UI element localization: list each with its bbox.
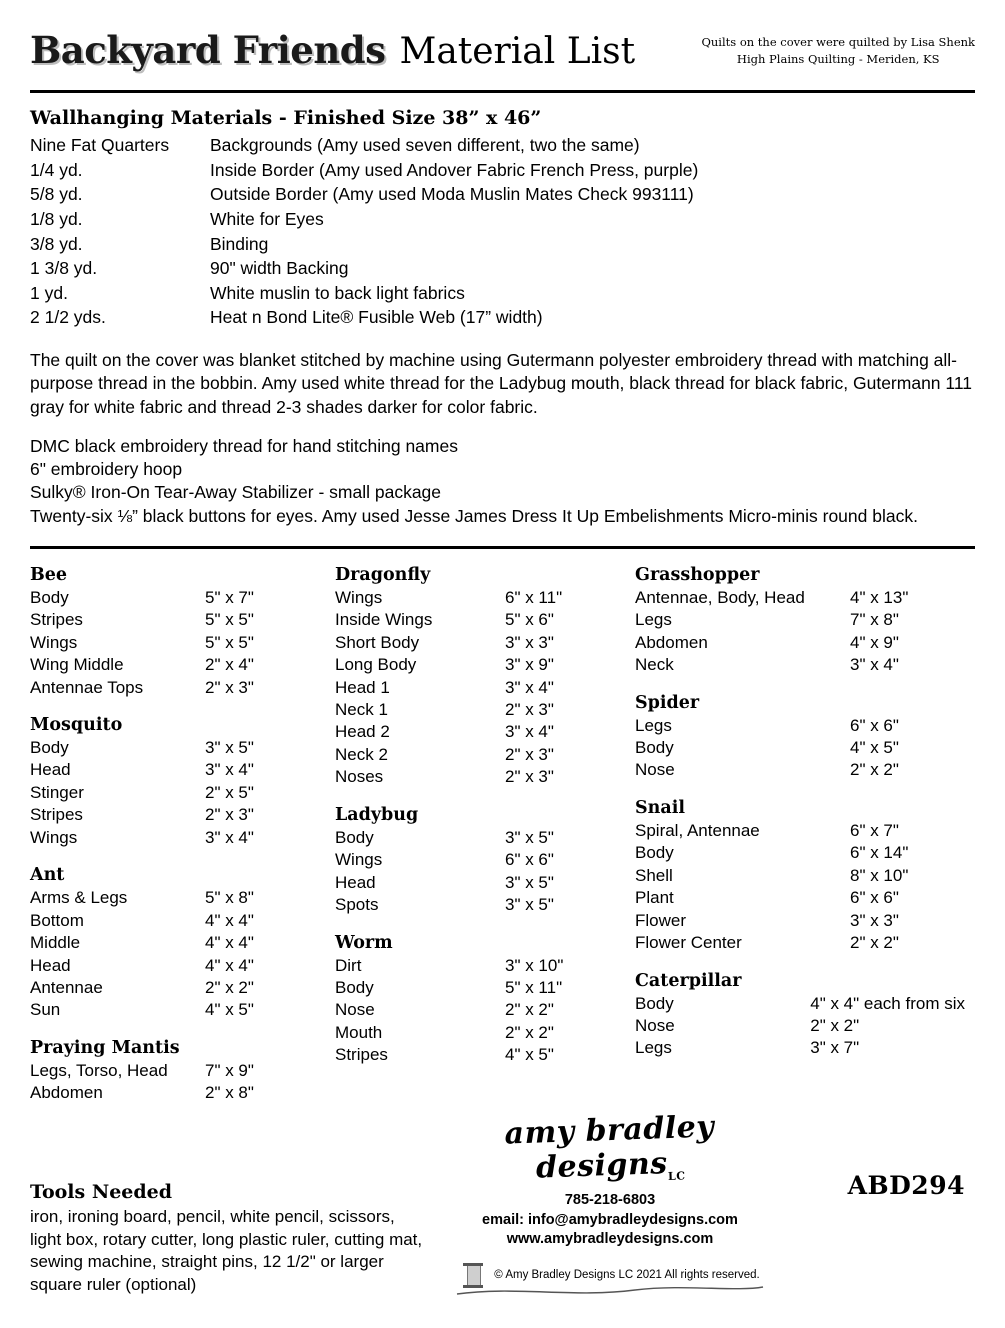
part-size: 2" x 3"	[505, 744, 554, 764]
material-desc: 90" width Backing	[210, 258, 349, 279]
quilting-credit	[701, 34, 975, 67]
pattern-code: ABD294	[847, 1171, 965, 1200]
part-size: 3" x 4"	[850, 655, 899, 675]
part-row	[335, 744, 562, 766]
wallhanging-heading: Wallhanging Materials - Finished Size 38” x 46”	[30, 107, 542, 129]
part-size: 4" x 4" each from six	[810, 993, 965, 1013]
parts-group-bee	[30, 565, 335, 699]
part-name: Stinger	[30, 782, 84, 802]
part-row	[335, 1044, 563, 1066]
part-row	[30, 887, 254, 909]
part-row	[635, 1037, 965, 1059]
part-name: Legs	[635, 610, 672, 630]
material-desc: White for Eyes	[210, 208, 324, 229]
material-desc: White muslin to back light fabrics	[210, 282, 465, 303]
part-name: Body	[30, 738, 69, 758]
material-list-page	[0, 28, 1005, 1328]
tools-text: iron, ironing board, pencil, white pencil, scissors, light box, rotary cutter, long plastic ruler, cutting mat, sewing machine, straight pins, 12 1/2" or larger square ruler (optional)	[30, 1207, 423, 1294]
part-name: Head 2	[335, 722, 390, 742]
group-title: Bee	[30, 564, 68, 585]
part-size: 6" x 11"	[505, 587, 563, 607]
part-name: Body	[635, 738, 674, 758]
part-name: Inside Wings	[335, 610, 433, 630]
header-divider	[30, 90, 975, 93]
part-size: 5" x 8"	[205, 888, 254, 908]
wallhanging-section	[30, 107, 975, 528]
supply-note-line: Twenty-six ⅛” black buttons for eyes. Amy used Jesse James Dress It Up Embelishments Micro-minis round black.	[30, 505, 918, 526]
part-name: Wings	[335, 587, 383, 607]
part-size: 3" x 5"	[205, 738, 254, 758]
part-name: Wings	[335, 850, 383, 870]
part-name: Flower	[635, 910, 687, 930]
part-row	[30, 999, 254, 1021]
part-name: Body	[635, 843, 674, 863]
material-qty: 2 1/2 yds.	[30, 307, 106, 328]
part-row	[635, 865, 908, 887]
part-size: 2" x 4"	[205, 655, 254, 675]
brand-website: www.amybradleydesigns.com	[506, 1231, 714, 1248]
part-size: 2" x 3"	[205, 677, 254, 697]
parts-group-mosquito	[30, 715, 335, 849]
parts-group-spider	[635, 693, 965, 782]
part-row	[635, 632, 908, 654]
part-size: 4" x 13"	[850, 587, 909, 607]
part-name: Body	[635, 993, 674, 1013]
part-size: 6" x 6"	[850, 888, 899, 908]
part-size: 3" x 5"	[505, 895, 554, 915]
part-row	[30, 587, 254, 609]
credit-line-2: High Plains Quilting - Meriden, KS	[736, 51, 940, 66]
part-size: 8" x 10"	[850, 865, 909, 885]
material-desc: Outside Border (Amy used Moda Muslin Mates Check 993111)	[210, 184, 694, 205]
part-name: Body	[335, 827, 374, 847]
part-row	[30, 677, 254, 699]
parts-group-worm	[335, 933, 635, 1067]
brand-phone: 785-218-6803	[564, 1192, 656, 1209]
group-title: Spider	[635, 692, 700, 713]
part-row	[30, 910, 254, 932]
part-row	[335, 999, 563, 1021]
part-size: 2" x 3"	[205, 805, 254, 825]
part-size: 2" x 2"	[850, 760, 899, 780]
material-qty: 1 yd.	[30, 282, 68, 303]
part-size: 3" x 3"	[505, 632, 554, 652]
part-name: Body	[335, 977, 374, 997]
supply-notes-list	[30, 435, 975, 528]
material-qty: 5/8 yd.	[30, 184, 83, 205]
part-size: 5" x 6"	[505, 610, 554, 630]
part-row	[335, 894, 554, 916]
table-row	[30, 306, 698, 331]
part-name: Head	[30, 955, 71, 975]
part-row	[30, 737, 254, 759]
part-row	[335, 632, 562, 654]
part-size: 4" x 9"	[850, 632, 899, 652]
part-name: Stripes	[335, 1045, 388, 1065]
part-size: 5" x 5"	[205, 632, 254, 652]
parts-group-praying-mantis	[30, 1038, 335, 1105]
parts-group-snail	[635, 798, 965, 955]
credit-line-1: Quilts on the cover were quilted by Lisa Shenk	[701, 35, 975, 49]
part-size: 2" x 2"	[810, 1015, 860, 1035]
part-size: 4" x 4"	[205, 955, 254, 975]
part-size: 3" x 4"	[505, 677, 554, 697]
parts-group-ant	[30, 865, 335, 1022]
part-row	[30, 932, 254, 954]
part-size: 3" x 5"	[505, 872, 554, 892]
part-size: 3" x 9"	[505, 655, 554, 675]
part-size: 3" x 5"	[505, 827, 554, 847]
part-size: 7" x 8"	[850, 610, 899, 630]
parts-group-dragonfly	[335, 565, 635, 789]
part-row	[30, 827, 254, 849]
part-size: 3" x 4"	[505, 722, 554, 742]
table-row	[30, 257, 698, 282]
part-row	[335, 654, 562, 676]
supply-note-line: Sulky® Iron-On Tear-Away Stabilizer - small package	[30, 482, 442, 503]
part-name: Dirt	[335, 955, 362, 975]
part-row	[335, 699, 562, 721]
page-footer	[0, 1109, 1005, 1328]
brand-block	[440, 1109, 780, 1290]
parts-group-caterpillar	[635, 971, 965, 1060]
part-size: 4" x 4"	[205, 933, 254, 953]
part-row	[635, 654, 908, 676]
group-title: Ladybug	[335, 804, 419, 825]
part-size: 3" x 3"	[850, 910, 899, 930]
part-name: Antennae, Body, Head	[635, 587, 805, 607]
brand-logo-text: amy bradley designs	[503, 1109, 715, 1186]
part-size: 7" x 9"	[205, 1060, 254, 1080]
part-row	[30, 955, 254, 977]
part-row	[635, 993, 965, 1015]
part-row	[335, 609, 562, 631]
part-name: Noses	[335, 767, 384, 787]
page-header	[30, 28, 975, 84]
part-row	[335, 721, 562, 743]
part-name: Abdomen	[30, 1083, 103, 1103]
part-row	[30, 609, 254, 631]
part-row	[635, 932, 908, 954]
parts-column-2	[335, 565, 635, 1121]
part-row	[635, 842, 908, 864]
part-name: Antennae	[30, 977, 103, 997]
part-row	[335, 827, 554, 849]
brand-email: email: info@amybradleydesigns.com	[482, 1211, 738, 1228]
part-name: Stripes	[30, 805, 83, 825]
part-row	[635, 887, 908, 909]
table-row	[30, 134, 698, 159]
part-row	[335, 977, 563, 999]
part-size: 6" x 7"	[850, 820, 899, 840]
part-row	[635, 1015, 965, 1037]
material-qty: 1/4 yd.	[30, 159, 83, 180]
part-size: 2" x 5"	[205, 782, 254, 802]
part-name: Body	[30, 587, 69, 607]
group-title: Snail	[635, 797, 685, 818]
part-size: 2" x 2"	[505, 1000, 554, 1020]
part-row	[635, 715, 899, 737]
part-size: 5" x 5"	[205, 610, 254, 630]
part-size: 4" x 5"	[850, 738, 899, 758]
parts-group-ladybug	[335, 805, 635, 917]
part-name: Antennae Tops	[30, 677, 144, 697]
thread-notes-paragraph: The quilt on the cover was blanket stitched by machine using Gutermann polyester embroidery thread with matching all-purpose thread in the bobbin. Amy used white thread for the Ladybug mouth, black thread for black fabric, Gutermann 111 gray for white fabric and thread 2-3 shades darker for color fabric.	[30, 350, 973, 417]
part-size: 2" x 8"	[205, 1083, 254, 1103]
materials-table	[30, 134, 698, 331]
material-qty: 1 3/8 yd.	[30, 258, 98, 279]
part-row	[30, 977, 254, 999]
part-row	[635, 737, 899, 759]
part-name: Spots	[335, 895, 379, 915]
part-row	[635, 609, 908, 631]
part-row	[30, 1060, 254, 1082]
part-row	[30, 782, 254, 804]
part-row	[635, 820, 908, 842]
part-name: Neck 2	[335, 744, 388, 764]
part-name: Legs, Torso, Head	[30, 1060, 168, 1080]
group-title: Grasshopper	[635, 564, 760, 585]
part-row	[335, 849, 554, 871]
material-desc: Heat n Bond Lite® Fusible Web (17” width)	[210, 307, 543, 328]
part-name: Mouth	[335, 1022, 383, 1042]
part-size: 6" x 14"	[850, 843, 909, 863]
part-name: Nose	[635, 1015, 675, 1035]
table-row	[30, 159, 698, 184]
group-title: Dragonfly	[335, 564, 431, 585]
material-desc: Binding	[210, 233, 269, 254]
part-name: Neck	[635, 655, 674, 675]
part-row	[635, 759, 899, 781]
table-row	[30, 282, 698, 307]
supply-note-line: DMC black embroidery thread for hand stitching names	[30, 435, 458, 456]
table-row	[30, 183, 698, 208]
part-name: Shell	[635, 865, 673, 885]
brand-contact	[440, 1191, 780, 1250]
part-name: Arms & Legs	[30, 888, 128, 908]
part-name: Spiral, Antennae	[635, 820, 760, 840]
brand-logo-mark: LC	[667, 1169, 686, 1184]
group-title: Ant	[30, 865, 65, 886]
brand-logo	[439, 1107, 781, 1191]
part-row	[30, 654, 254, 676]
group-title: Praying Mantis	[30, 1037, 180, 1058]
part-name: Stripes	[30, 610, 83, 630]
part-size: 2" x 3"	[505, 767, 554, 787]
part-row	[335, 677, 562, 699]
part-name: Nose	[635, 760, 675, 780]
part-row	[30, 1082, 254, 1104]
part-name: Nose	[335, 1000, 375, 1020]
material-qty: 3/8 yd.	[30, 233, 83, 254]
part-size: 2" x 2"	[850, 933, 899, 953]
part-name: Neck 1	[335, 700, 388, 720]
part-size: 5" x 7"	[205, 587, 254, 607]
part-name: Legs	[635, 1038, 672, 1058]
part-row	[335, 872, 554, 894]
part-row	[30, 759, 254, 781]
part-name: Head	[30, 760, 71, 780]
material-desc: Backgrounds (Amy used seven different, two the same)	[210, 135, 640, 155]
part-name: Middle	[30, 933, 81, 953]
section-divider	[30, 546, 975, 549]
table-row	[30, 233, 698, 258]
part-size: 4" x 5"	[205, 1000, 254, 1020]
parts-column-1	[30, 565, 335, 1121]
part-row	[335, 1022, 563, 1044]
supply-note-line: 6" embroidery hoop	[30, 459, 183, 480]
part-row	[335, 955, 563, 977]
part-size: 4" x 4"	[205, 910, 254, 930]
copyright-text: © Amy Bradley Designs LC 2021 All rights reserved.	[494, 1269, 760, 1281]
part-row	[335, 766, 562, 788]
part-row	[30, 804, 254, 826]
appliqué-parts-columns	[30, 565, 975, 1121]
group-title: Caterpillar	[635, 970, 742, 991]
tools-needed-section	[30, 1181, 430, 1296]
tools-heading: Tools Needed	[30, 1181, 173, 1204]
parts-group-grasshopper	[635, 565, 965, 677]
page-subtitle: Material List	[399, 31, 636, 72]
material-qty: Nine Fat Quarters	[30, 135, 170, 155]
swoosh-decoration	[455, 1284, 765, 1298]
part-name: Short Body	[335, 632, 420, 652]
part-name: Wings	[30, 632, 78, 652]
part-row	[30, 632, 254, 654]
part-name: Sun	[30, 1000, 61, 1020]
group-title: Mosquito	[30, 715, 123, 736]
part-size: 3" x 4"	[205, 827, 254, 847]
part-size: 2" x 2"	[205, 977, 254, 997]
part-name: Wings	[30, 827, 78, 847]
part-name: Abdomen	[635, 632, 708, 652]
part-size: 5" x 11"	[505, 977, 563, 997]
part-size: 3" x 4"	[205, 760, 254, 780]
part-size: 2" x 3"	[505, 700, 554, 720]
part-size: 6" x 6"	[850, 715, 899, 735]
table-row	[30, 208, 698, 233]
part-size: 3" x 10"	[505, 955, 564, 975]
part-size: 3" x 7"	[810, 1038, 860, 1058]
part-row	[335, 587, 562, 609]
part-name: Flower Center	[635, 933, 742, 953]
part-size: 2" x 2"	[505, 1022, 554, 1042]
parts-column-3	[635, 565, 965, 1121]
part-name: Head	[335, 872, 376, 892]
page-title: Backyard Friends	[30, 28, 386, 72]
part-row	[635, 910, 908, 932]
part-name: Legs	[635, 715, 672, 735]
part-name: Wing Middle	[30, 655, 124, 675]
part-row	[635, 587, 908, 609]
part-size: 6" x 6"	[505, 850, 554, 870]
part-name: Long Body	[335, 655, 417, 675]
part-name: Plant	[635, 888, 674, 908]
group-title: Worm	[335, 932, 393, 953]
part-size: 4" x 5"	[505, 1045, 554, 1065]
material-desc: Inside Border (Amy used Andover Fabric French Press, purple)	[210, 159, 699, 180]
material-qty: 1/8 yd.	[30, 208, 83, 229]
part-name: Bottom	[30, 910, 84, 930]
part-name: Head 1	[335, 677, 390, 697]
